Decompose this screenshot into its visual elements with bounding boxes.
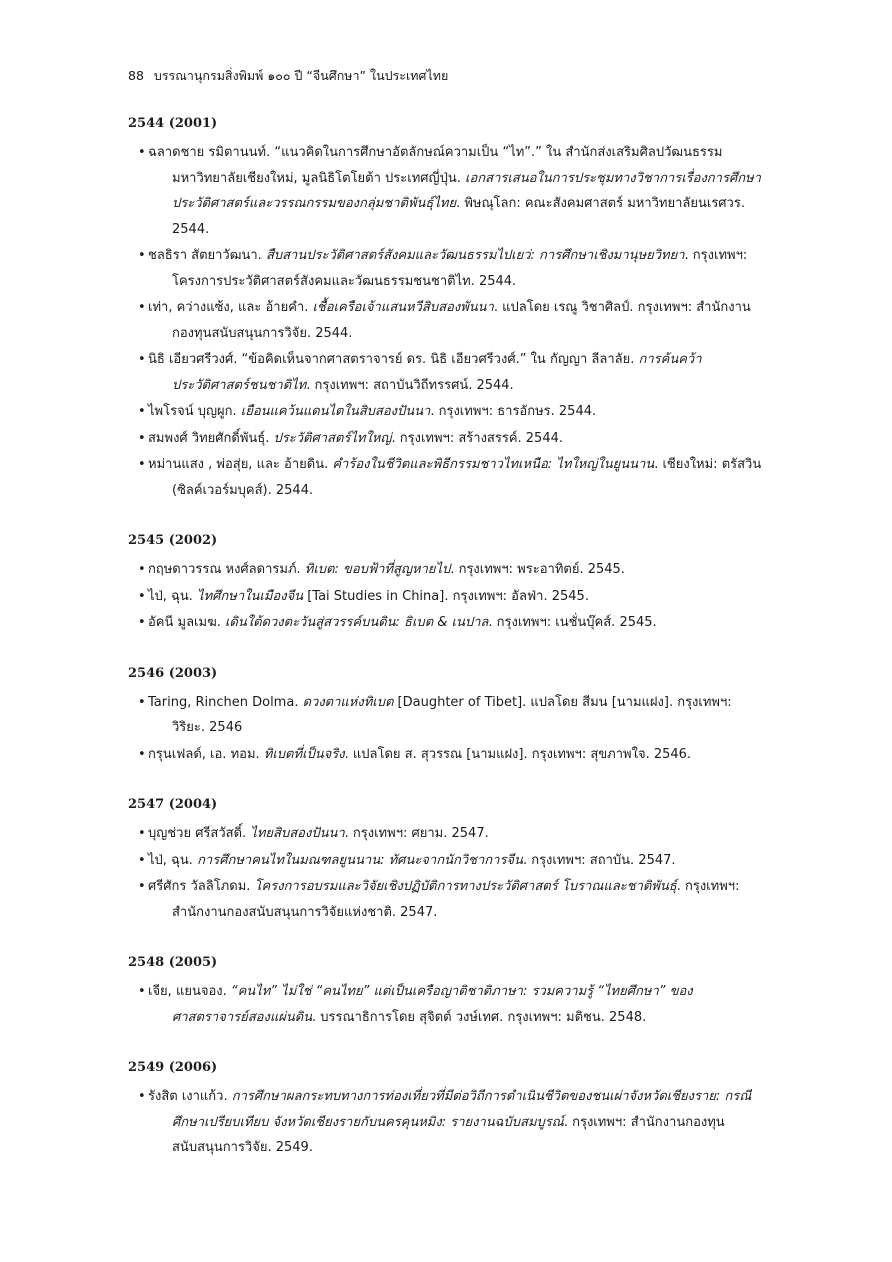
entry-text: เท่า, คว่างแซ้ง, และ อ้ายคำ. <box>148 300 313 315</box>
entry-text: อัคนี มูลเมฆ. <box>148 615 225 630</box>
entry-title: สืบสานประวัติศาสตร์สังคมและวัฒนธรรมไปเยว่: การศึกษาเชิงมานุษยวิทยา <box>265 248 685 263</box>
entry-title: ทิเบตที่เป็นจริง <box>263 746 345 762</box>
entry-text: . กรุงเทพฯ: เนชั่นบุ๊คส์. 2545. <box>488 615 657 630</box>
entry-text: . กรุงเทพฯ: สถาบันวิถีทรรศน์. 2544. <box>306 377 514 393</box>
page-number: 88 <box>128 68 144 83</box>
entry-title: การศึกษาคนไทในมณฑลยูนนาน: ทัศนะจากนักวิชาการจีน <box>197 852 523 868</box>
bullet-icon: • <box>138 852 146 868</box>
bibliography-entry <box>128 848 768 874</box>
year-heading: 2546 (2003) <box>128 665 218 681</box>
entry-text: กรุนเฟลด์, เอ. ทอม. <box>148 746 264 762</box>
entry-text: บุญช่วย ศรีสวัสดิ์. <box>148 826 251 841</box>
entry-list <box>128 1084 768 1161</box>
entry-title: เยือนแคว้นแดนไตในสิบสองปันนา <box>240 404 431 419</box>
bibliography-entry <box>128 742 768 768</box>
entry-text: รังสิต เงาแก้ว. <box>148 1089 232 1104</box>
entry-text: หม่านแสง , พ่อสุ่ย, และ อ้ายดิน. <box>148 457 333 472</box>
year-heading: 2549 (2006) <box>128 1060 218 1075</box>
entry-title: การศึกษาผลกระทบทางการท่องเที่ยวที่มีต่อวิถีการดำเนินชีวิตของชนเผ่าจังหวัดเชียงราย: กรณีศึกษาเปรียบเทียบ จังหวัดเชียงรายกับนครคุนหมิง: รายงานฉบับสมบูรณ์ <box>172 1089 752 1130</box>
bibliography-entry <box>128 821 768 847</box>
entry-title: “คนไท” ไม่ใช่ “คนไทย” แต่เป็นเครือญาติชาติภาษา: รวมความรู้ “ไทยศึกษา” ของศาสตราจารย์สองแผ่นดิน <box>172 984 693 1025</box>
year-heading: 2547 (2004) <box>128 797 218 812</box>
entry-text: นิธิ เอียวศรีวงศ์. “ข้อคิดเห็นจากศาสตราจารย์ ดร. นิธิ เอียวศรีวงศ์.” ใน กัญญา ลีลาลัย. <box>148 352 639 367</box>
entry-title: โครงการอบรมและวิจัยเชิงปฏิบัติการทางประวัติศาสตร์ โบราณและชาติพันธุ์ <box>254 879 677 894</box>
bibliography-content <box>128 116 768 1191</box>
bullet-icon: • <box>138 300 146 315</box>
entry-text: กฤษดาวรรณ หงศ์ลดารมภ์. <box>148 562 305 577</box>
entry-list <box>128 979 768 1030</box>
entry-text: [Tai Studies in China]. กรุงเทพฯ: อัลฟ่า. 2545. <box>303 588 589 604</box>
entry-text: . กรุงเทพฯ: ศยาม. 2547. <box>344 826 489 841</box>
entry-title: ไทศึกษาในเมืองจีน <box>197 588 304 604</box>
year-section <box>128 533 768 636</box>
entry-text: . กรุงเทพฯ: ธารอักษร. 2544. <box>430 404 597 419</box>
entry-text: . กรุงเทพฯ: สร้างสรรค์. 2544. <box>391 430 564 446</box>
entry-text: ศรีศักร วัลลิโภดม. <box>148 879 255 894</box>
bibliography-entry <box>128 1084 768 1161</box>
bullet-icon: • <box>138 984 146 999</box>
entry-text: Taring, Rinchen Dolma. <box>148 694 303 710</box>
entry-title: ดวงตาแห่งทิเบต <box>302 694 394 710</box>
year-section <box>128 955 768 1030</box>
entry-list <box>128 690 768 768</box>
entry-text: . เชียงใหม่: ตรัสวิน (ซิลค์เวอร์มบุคส์). 2544. <box>172 457 762 498</box>
entry-text: ไป่, ฉุน. <box>148 852 198 868</box>
bullet-icon: • <box>138 248 146 263</box>
entry-title: เดินใต้ดวงตะวันสู่สวรรค์บนดิน: ธิเบต & เนปาล <box>224 615 489 630</box>
entry-list <box>128 821 768 925</box>
bibliography-entry <box>128 610 768 636</box>
bibliography-entry <box>128 399 768 425</box>
entry-text: . พิษณุโลก: คณะสังคมศาสตร์ มหาวิทยาลัยนเรศวร. 2544. <box>172 196 745 237</box>
bibliography-entry <box>128 347 768 398</box>
entry-text: . กรุงเทพฯ: พระอาทิตย์. 2545. <box>450 562 625 577</box>
bullet-icon: • <box>138 694 146 710</box>
running-title: บรรณานุกรมสิ่งพิมพ์ ๑๐๐ ปี “จีนศึกษา” ในประเทศไทย <box>153 68 449 83</box>
entry-title: คำร้องในชีวิตและพิธีกรรมชาวไทเหนือ: ไทใหญ่ในยูนนาน <box>332 457 655 472</box>
entry-title: ทิเบต: ขอบฟ้าที่สูญหายไป <box>304 562 451 577</box>
entry-text: ชลธิรา สัตยาวัฒนา. <box>148 248 266 263</box>
entry-title: การค้นคว้าประวัติศาสตร์ชนชาติไท <box>172 352 702 393</box>
year-section <box>128 116 768 503</box>
bullet-icon: • <box>138 562 146 577</box>
bibliography-entry <box>128 979 768 1030</box>
bullet-icon: • <box>138 615 146 630</box>
entry-text: สมพงศ์ วิทยศักดิ์พันธุ์. <box>148 430 274 446</box>
bibliography-entry <box>128 452 768 503</box>
entry-text: [Daughter of Tibet]. แปลโดย สีมน [นามแฝง]. กรุงเทพฯ: วิริยะ. 2546 <box>172 694 732 735</box>
entry-text: . แปลโดย เรณู วิชาศิลป์. กรุงเทพฯ: สำนักงานกองทุนสนับสนุนการวิจัย. 2544. <box>172 300 751 341</box>
entry-text: . บรรณาธิการโดย สุจิตต์ วงษ์เทศ. กรุงเทพฯ: มติชน. 2548. <box>312 1009 647 1025</box>
bibliography-entry <box>128 584 768 610</box>
bullet-icon: • <box>138 430 146 446</box>
year-heading: 2548 (2005) <box>128 955 218 970</box>
year-section <box>128 1060 768 1161</box>
bullet-icon: • <box>138 588 146 604</box>
bibliography-entry <box>128 690 768 741</box>
entry-title: เอกสารเสนอในการประชุมทางวิชาการเรื่องการศึกษาประวัติศาสตร์และวรรณกรรมของกลุ่มชาติพันธุ์ไทย <box>172 170 761 211</box>
entry-text: . กรุงเทพฯ: สำนักงานกองสนับสนุนการวิจัยแห่งชาติ. 2547. <box>172 879 740 920</box>
bullet-icon: • <box>138 879 146 894</box>
entry-text: เจีย, แยนจอง. <box>148 984 231 999</box>
entry-text: ไป่, ฉุน. <box>148 588 198 604</box>
bullet-icon: • <box>138 1089 146 1104</box>
entry-text: . กรุงเทพฯ: โครงการประวัติศาสตร์สังคมและวัฒนธรรมชนชาติไท. 2544. <box>172 248 748 289</box>
entry-text: . กรุงเทพฯ: สำนักงานกองทุนสนับสนุนการวิจัย. 2549. <box>172 1114 725 1155</box>
bullet-icon: • <box>138 746 146 762</box>
year-heading: 2544 (2001) <box>128 116 218 131</box>
entry-text: . กรุงเทพฯ: สถาบัน. 2547. <box>522 852 676 868</box>
year-heading: 2545 (2002) <box>128 533 218 548</box>
bullet-icon: • <box>138 145 146 160</box>
entry-list <box>128 557 768 636</box>
bullet-icon: • <box>138 457 146 472</box>
bullet-icon: • <box>138 404 146 419</box>
entry-title: ไทยสิบสองปันนา <box>250 826 345 841</box>
bibliography-entry <box>128 426 768 452</box>
year-section <box>128 666 768 768</box>
entry-text: . แปลโดย ส. สุวรรณ [นามแฝง]. กรุงเทพฯ: สุขภาพใจ. 2546. <box>344 746 692 762</box>
bibliography-entry <box>128 557 768 583</box>
bullet-icon: • <box>138 352 146 367</box>
page-header <box>128 66 448 86</box>
bibliography-entry <box>128 243 768 294</box>
entry-title: เชื้อเครือเจ้าแสนหวีสิบสองพันนา <box>312 300 494 315</box>
entry-title: ประวัติศาสตร์ไทใหญ่ <box>273 430 392 446</box>
entry-list <box>128 140 768 503</box>
bibliography-entry <box>128 295 768 346</box>
bullet-icon: • <box>138 826 146 841</box>
bibliography-entry <box>128 874 768 925</box>
bibliography-entry <box>128 140 768 242</box>
entry-text: ฉลาดชาย รมิตานนท์. “แนวคิดในการศึกษาอัตลักษณ์ความเป็น “ไท”.” ใน สำนักส่งเสริมศิลปวัฒนธรรม มหาวิทยาลัยเชียงใหม่, มูลนิธิโตโยต้า ประเทศญี่ปุ่น. <box>148 145 723 186</box>
year-section <box>128 797 768 925</box>
entry-text: ไพโรจน์ บุญผูก. <box>148 404 241 419</box>
